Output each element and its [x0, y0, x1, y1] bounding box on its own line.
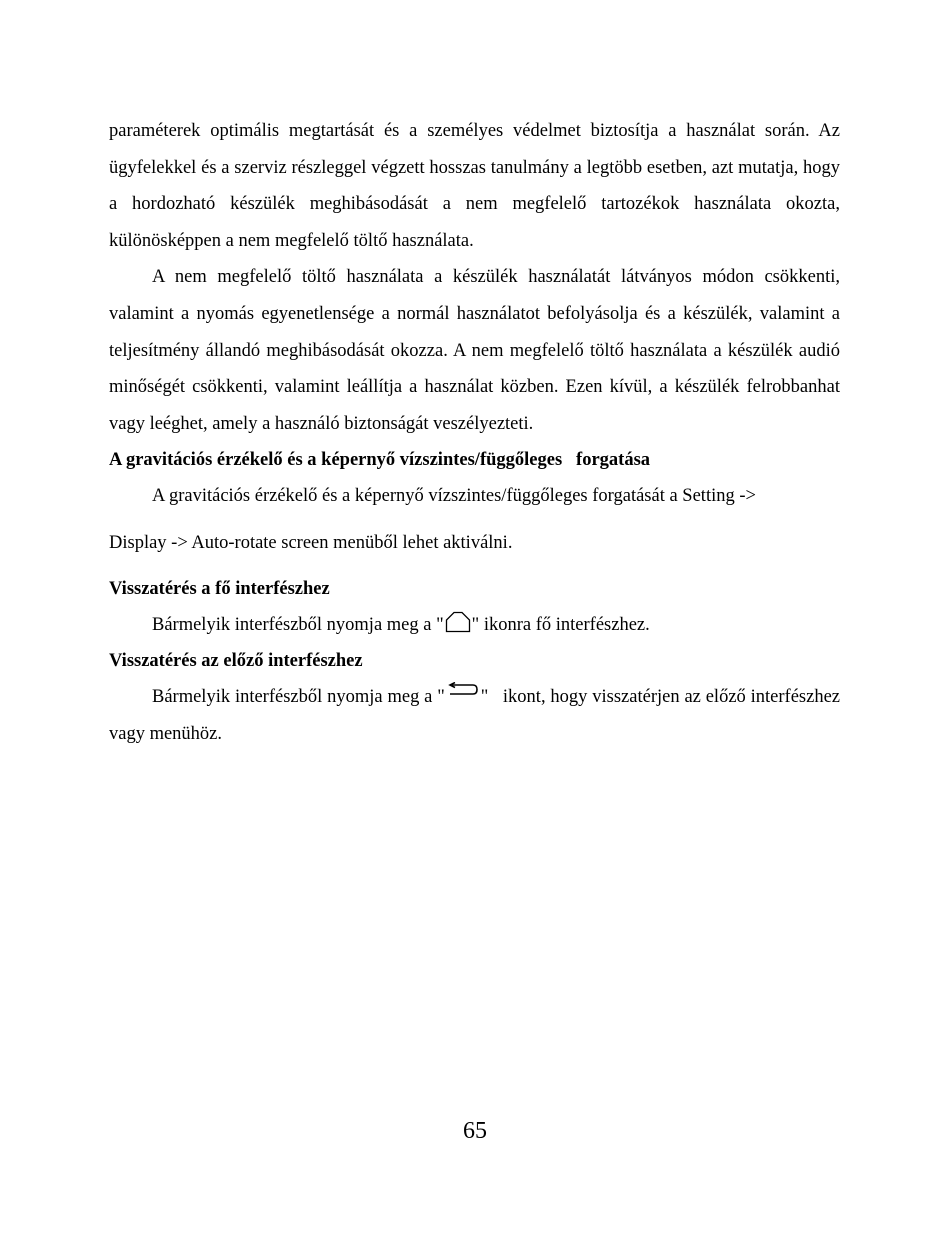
rotation-text-line1: A gravitációs érzékelő és a képernyő vízszintes/függőleges forgatását a Setting ->: [152, 486, 756, 507]
back-text-after: " ikont, hogy visszatérjen az előző interfészhez vagy menühöz.: [109, 687, 845, 744]
page-content: [109, 113, 845, 753]
home-icon: [445, 611, 471, 633]
rotation-text-line2: Display -> Auto-rotate screen menüből lehet aktiválni.: [109, 533, 513, 554]
paragraph-charger-warning: A nem megfelelő töltő használata a készülék használatát látványos módon csökkenti, valamint a nyomás egyenetlensége a normál használatot befolyásolja és a készülék, valamint a teljesítmény állandó meghibásodását okozza. A nem megfelelő töltő használata a készülék audió minőségét csökkenti, valamint leállítja a használat közben. Ezen kívül, a készülék felrobbanhat vagy leéghet, amely a használó biztonságát veszélyezteti.: [109, 267, 840, 434]
page-number: 65: [463, 1118, 487, 1144]
back-arrow-icon: [446, 682, 480, 700]
heading-rotation: A gravitációs érzékelő és a képernyő vízszintes/függőleges forgatása: [109, 450, 651, 471]
back-text-before: Bármelyik interfészből nyomja meg a ": [152, 687, 445, 708]
heading-back: Visszatérés az előző interfészhez: [109, 651, 363, 672]
heading-home: Visszatérés a fő interfészhez: [109, 579, 330, 600]
paragraph-charger-intro: paraméterek optimális megtartását és a személyes védelmet biztosítja a használat során. Az ügyfelekkel és a szerviz részleggel végzett hosszas tanulmány a legtöbb esetben, azt mutatja, hogy a hordozható készülék meghibásodását a nem megfelelő tartozékok használata okozta, különösképpen a nem megfelelő töltő használata.: [109, 121, 840, 251]
home-text-before: Bármelyik interfészből nyomja meg a ": [152, 615, 444, 636]
home-instruction: [109, 607, 840, 643]
back-instruction: [109, 679, 845, 752]
home-text-after: " ikonra fő interfészhez.: [471, 615, 650, 636]
